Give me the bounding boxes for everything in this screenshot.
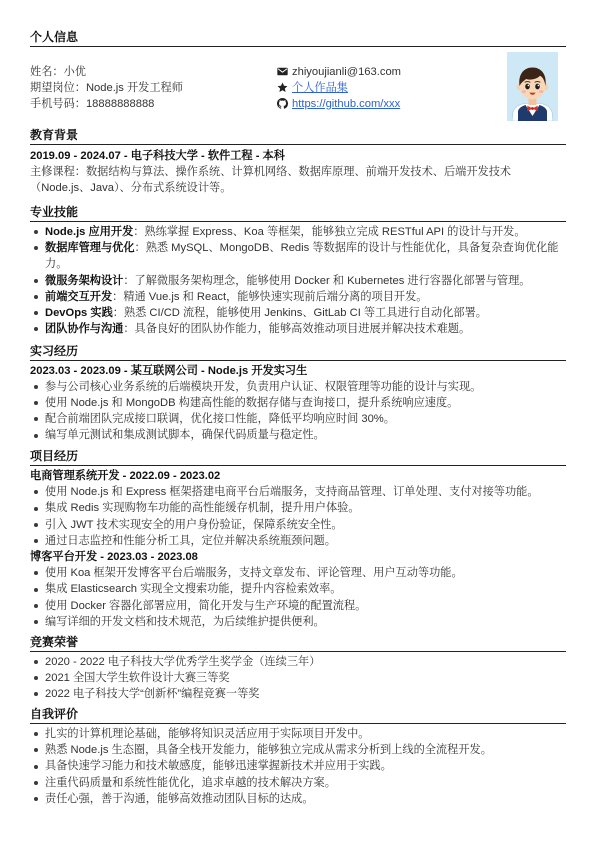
award-item: 2020 - 2022 电子科技大学优秀学生奖学金（连续三年） — [30, 654, 566, 670]
project-item: 通过日志监控和性能分析工具，定位并解决系统瓶颈问题。 — [30, 533, 566, 549]
section-title-awards: 竞赛荣誉 — [30, 634, 566, 652]
self-evaluation-list — [30, 726, 566, 807]
phone-value: 18888888888 — [85, 97, 155, 110]
email-text: zhiyoujianli@163.com — [292, 65, 401, 78]
awards-body — [30, 654, 566, 703]
avatar — [507, 52, 558, 121]
skill-label: 微服务架构设计 — [45, 274, 124, 287]
github-link[interactable]: https://github.com/xxx — [292, 97, 401, 110]
project-item: 引入 JWT 技术实现安全的用户身份验证，保障系统安全性。 — [30, 517, 566, 533]
project-list — [30, 565, 566, 630]
github-icon — [277, 98, 288, 109]
skill-description: ：熟悉 CI/CD 流程，能够使用 Jenkins、GitLab CI 等工具进行自动化部署。 — [112, 307, 487, 320]
phone-line — [30, 96, 183, 112]
skill-description: ：精通 Vue.js 和 React，能够快速实现前后端分离的项目开发。 — [112, 290, 428, 303]
project-heading: 电商管理系统开发 - 2022.09 - 2023.02 — [30, 470, 221, 483]
personal-info-section — [30, 29, 566, 121]
position-line — [30, 80, 183, 96]
award-item: 2022 电子科技大学“创新杯”编程竞赛一等奖 — [30, 686, 566, 702]
skill-item — [30, 289, 566, 305]
internship-section — [30, 343, 566, 444]
skill-description: ：了解微服务架构理念，能够使用 Docker 和 Kubernetes 进行容器化部署与管理。 — [123, 274, 531, 287]
name-line — [30, 64, 183, 80]
skill-item — [30, 321, 566, 337]
self-evaluation-item: 扎实的计算机理论基础，能够将知识灵活应用于实际项目开发中。 — [30, 726, 566, 742]
internship-heading: 2023.03 - 2023.09 - 某互联网公司 - Node.js 开发实习生 — [30, 364, 308, 377]
portfolio-link[interactable]: 个人作品集 — [292, 81, 348, 94]
name-label: 姓名： — [30, 65, 64, 78]
projects-section — [30, 448, 566, 630]
awards-list — [30, 654, 566, 703]
project-list — [30, 484, 566, 549]
project-item: 集成 Redis 实现购物车功能的高性能缓存机制，提升用户体验。 — [30, 500, 566, 516]
skill-item — [30, 305, 566, 321]
section-title-projects: 项目经历 — [30, 448, 566, 466]
projects-body — [30, 468, 566, 630]
skill-item — [30, 240, 566, 272]
section-title-personal: 个人信息 — [30, 29, 566, 47]
skill-item — [30, 224, 566, 240]
section-title-self-evaluation: 自我评价 — [30, 706, 566, 724]
project-item: 使用 Koa 框架开发博客平台后端服务，支持文章发布、评论管理、用户互动等功能。 — [30, 565, 566, 581]
internship-item: 编写单元测试和集成测试脚本，确保代码质量与稳定性。 — [30, 427, 566, 443]
github-line — [277, 96, 401, 112]
section-title-education: 教育背景 — [30, 127, 566, 145]
skills-body — [30, 224, 566, 337]
self-evaluation-item: 熟悉 Node.js 生态圈，具备全栈开发能力，能够独立完成从需求分析到上线的全流程开发。 — [30, 742, 566, 758]
education-courses: 主修课程：数据结构与算法、操作系统、计算机网络、数据库原理、前端开发技术、后端开发技术（Node.js、Java）、分布式系统设计等。 — [30, 165, 512, 194]
project-heading: 博客平台开发 - 2023.03 - 2023.08 — [30, 551, 198, 564]
education-body — [30, 148, 566, 197]
skill-label: 团队协作与沟通 — [45, 323, 124, 336]
self-evaluation-item: 责任心强，善于沟通，能够高效推动团队目标的达成。 — [30, 791, 566, 807]
basic-info — [30, 64, 183, 112]
internship-item: 配合前端团队完成接口联调，优化接口性能，降低平均响应时间 30%。 — [30, 411, 566, 427]
skill-label: 前端交互开发 — [45, 290, 113, 303]
skill-description: ：具备良好的团队协作能力，能够高效推动项目进展并解决技术难题。 — [123, 323, 471, 336]
section-title-internship: 实习经历 — [30, 343, 566, 361]
education-heading: 2019.09 - 2024.07 - 电子科技大学 - 软件工程 - 本科 — [30, 149, 285, 162]
name-value: 小优 — [63, 65, 86, 78]
internship-list — [30, 379, 566, 444]
position-value: Node.js 开发工程师 — [85, 81, 183, 94]
skill-label: DevOps 实践 — [45, 307, 113, 320]
envelope-icon — [277, 66, 288, 77]
project-item: 使用 Node.js 和 Express 框架搭建电商平台后端服务，支持商品管理、订单处理、支付对接等功能。 — [30, 484, 566, 500]
contact-info — [277, 64, 401, 112]
project-item: 集成 Elasticsearch 实现全文搜索功能，提升内容检索效率。 — [30, 581, 566, 597]
self-evaluation-item: 注重代码质量和系统性能优化，追求卓越的技术解决方案。 — [30, 775, 566, 791]
skill-description: ：熟悉 MySQL、MongoDB、Redis 等数据库的设计与性能优化，具备复杂查询优化能力。 — [45, 242, 559, 271]
project-item: 使用 Docker 容器化部署应用，简化开发与生产环境的配置流程。 — [30, 598, 566, 614]
phone-label: 手机号码： — [30, 97, 86, 110]
email-line — [277, 64, 401, 80]
internship-item: 参与公司核心业务系统的后端模块开发，负责用户认证、权限管理等功能的设计与实现。 — [30, 379, 566, 395]
awards-section — [30, 634, 566, 703]
skills-list — [30, 224, 566, 337]
skill-description: ：熟练掌握 Express、Koa 等框架，能够独立完成 RESTful API 的设计与开发。 — [133, 226, 526, 238]
star-icon — [277, 82, 288, 93]
internship-body — [30, 363, 566, 444]
position-label: 期望岗位： — [30, 81, 86, 94]
project-item: 编写详细的开发文档和技术规范，为后续维护提供便利。 — [30, 614, 566, 630]
personal-info — [30, 52, 566, 121]
internship-item: 使用 Node.js 和 MongoDB 构建高性能的数据存储与查询接口，提升系统响应速度。 — [30, 395, 566, 411]
skill-label: Node.js 应用开发 — [45, 226, 134, 238]
education-section — [30, 127, 566, 197]
self-evaluation-item: 具备快速学习能力和技术敏感度，能够迅速掌握新技术并应用于实践。 — [30, 758, 566, 774]
portfolio-line — [277, 80, 401, 96]
award-item: 2021 全国大学生软件设计大赛三等奖 — [30, 670, 566, 686]
skills-section — [30, 204, 566, 337]
section-title-skills: 专业技能 — [30, 204, 566, 222]
self-evaluation-body — [30, 726, 566, 807]
skill-label: 数据库管理与优化 — [45, 242, 135, 255]
self-evaluation-section — [30, 706, 566, 807]
skill-item — [30, 273, 566, 289]
